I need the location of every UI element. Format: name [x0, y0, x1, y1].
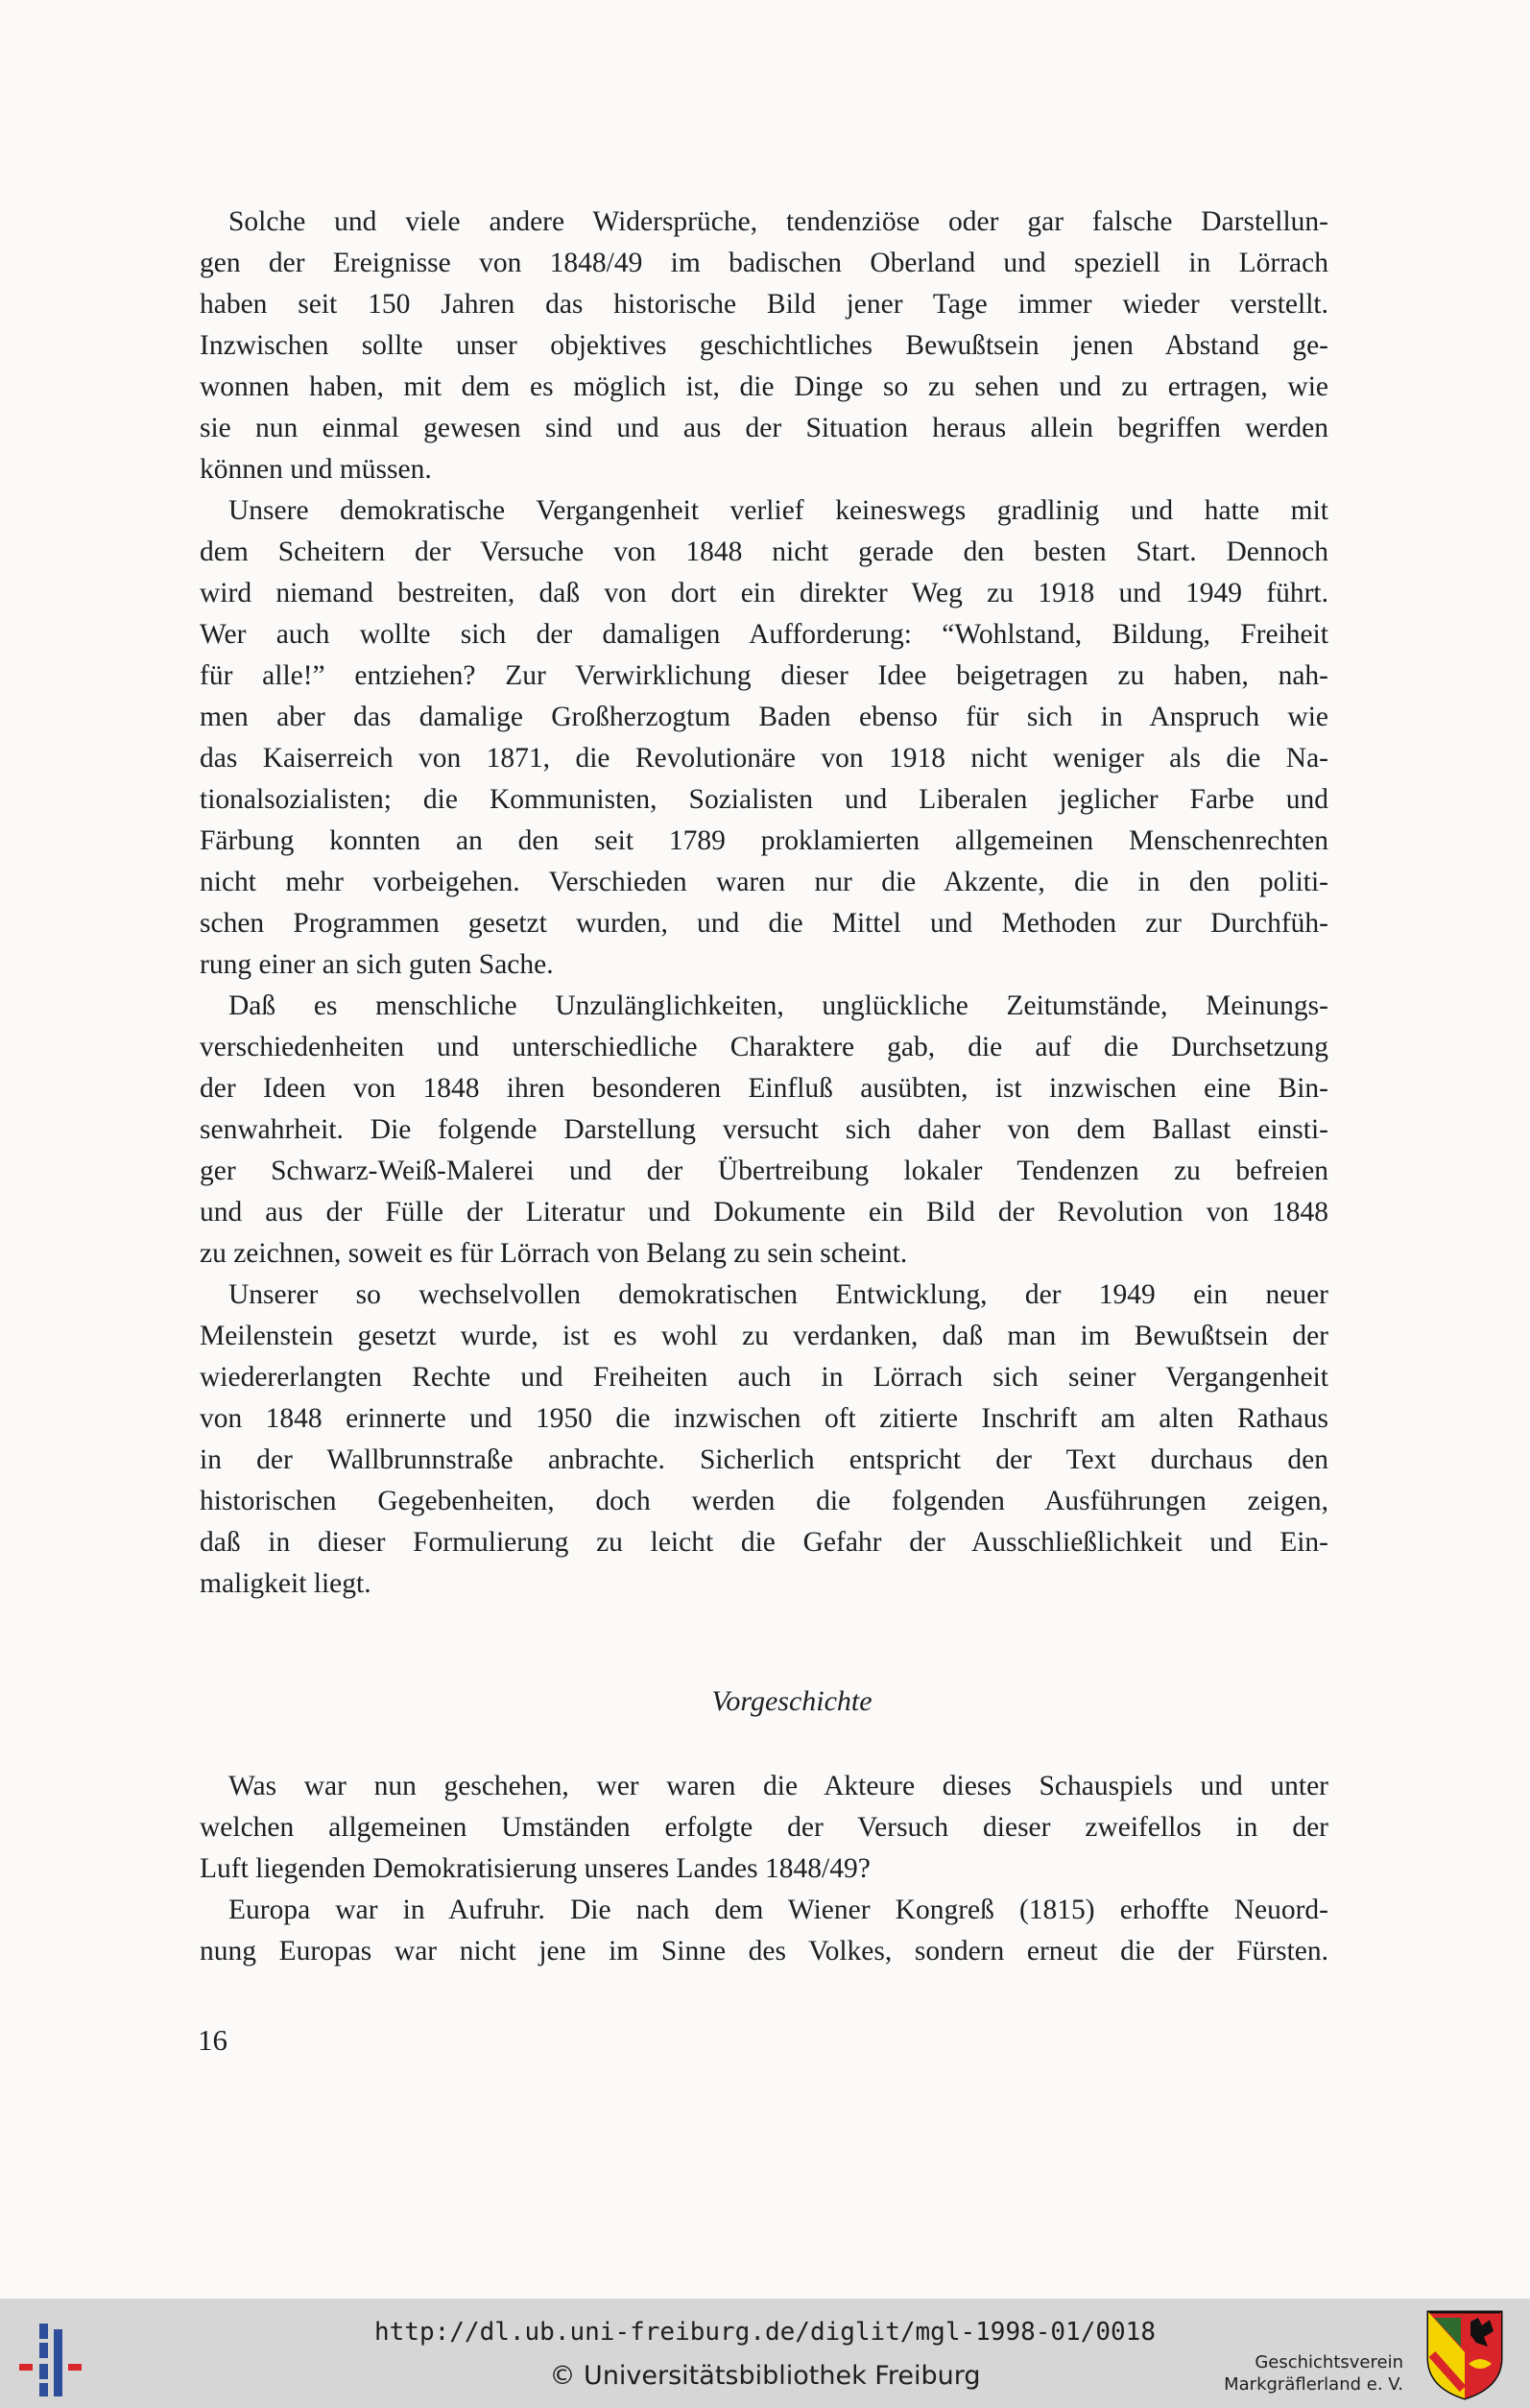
paragraph-3-line: zu zeichnen, soweit es für Lörrach von Belang zu sein scheint. — [200, 1238, 908, 1269]
paragraph-4-line: historischen Gegebenheiten, doch werden die folgenden Ausführungen zeigen, — [200, 1486, 1328, 1516]
paragraph-4-line: in der Wallbrunnstraße anbrachte. Sicherlich entspricht der Text durchaus den — [200, 1444, 1328, 1475]
society-name-line: Markgräflerland e. V. — [1224, 2374, 1403, 2395]
paragraph-1-line: können und müssen. — [200, 454, 432, 485]
paragraph-2-line: Unsere demokratische Vergangenheit verlief keineswegs gradlinig und hatte mit — [228, 495, 1328, 526]
paragraph-6-line: nung Europas war nicht jene im Sinne des Volkes, sondern erneut die der Fürsten. — [200, 1936, 1328, 1967]
paragraph-2-line: tionalsozialisten; die Kommunisten, Sozialisten und Liberalen jeglicher Farbe und — [200, 784, 1328, 815]
paragraph-4-line: Meilenstein gesetzt wurde, ist es wohl zu verdanken, daß man im Bewußtsein der — [200, 1321, 1328, 1351]
paragraph-5-line: welchen allgemeinen Umständen erfolgte der Versuch dieser zweifellos in der — [200, 1812, 1328, 1843]
society-name-line: Geschichtsverein — [1255, 2352, 1403, 2372]
paragraph-3-line: der Ideen von 1848 ihren besonderen Einfluß ausübten, ist inzwischen eine Bin- — [200, 1073, 1328, 1104]
paragraph-1-line: haben seit 150 Jahren das historische Bild jener Tage immer wieder verstellt. — [200, 289, 1328, 320]
paragraph-1-line: wonnen haben, mit dem es möglich ist, die Dinge so zu sehen und zu ertragen, wie — [200, 371, 1328, 402]
paragraph-2-line: rung einer an sich guten Sache. — [200, 949, 554, 980]
paragraph-1-line: gen der Ereignisse von 1848/49 im badischen Oberland und speziell in Lörrach — [200, 248, 1328, 278]
paragraph-1-line: sie nun einmal gewesen sind und aus der Situation heraus allein begriffen werden — [200, 413, 1328, 443]
paragraph-2-line: Färbung konnten an den seit 1789 proklamierten allgemeinen Menschenrechten — [200, 825, 1328, 856]
paragraph-1-line: Inzwischen sollte unser objektives geschichtliches Bewußtsein jenen Abstand ge- — [200, 330, 1328, 361]
paragraph-2-line: für alle!” entziehen? Zur Verwirklichung dieser Idee beigetragen zu haben, nah- — [200, 660, 1328, 691]
copyright-text: © Universitätsbibliothek Freiburg — [549, 2361, 981, 2391]
paragraph-4-line: maligkeit liegt. — [200, 1568, 371, 1599]
paragraph-4-line: von 1848 erinnerte und 1950 die inzwischen oft zitierte Inschrift am alten Rathaus — [200, 1403, 1328, 1434]
paragraph-4-line: wiedererlangten Rechte und Freiheiten auch in Lörrach sich seiner Vergangenheit — [200, 1362, 1328, 1393]
paragraph-5-line: Was war nun geschehen, wer waren die Akteure dieses Schauspiels und unter — [228, 1771, 1328, 1801]
coat-of-arms-icon — [1424, 2308, 1505, 2400]
paragraph-2-line: schen Programmen gesetzt wurden, und die Mittel und Methoden zur Durchfüh- — [200, 908, 1328, 939]
paragraph-3-line: Daß es menschliche Unzulänglichkeiten, unglückliche Zeitumstände, Meinungs- — [228, 990, 1328, 1021]
paragraph-3-line: ger Schwarz-Weiß-Malerei und der Übertreibung lokaler Tendenzen zu befreien — [200, 1156, 1328, 1186]
paragraph-2-line: dem Scheitern der Versuche von 1848 nicht gerade den besten Start. Dennoch — [200, 536, 1328, 567]
paragraph-5-line: Luft liegenden Demokratisierung unseres Landes 1848/49? — [200, 1853, 871, 1884]
paragraph-6-line: Europa war in Aufruhr. Die nach dem Wiener Kongreß (1815) erhoffte Neuord- — [228, 1895, 1328, 1925]
paragraph-3-line: und aus der Fülle der Literatur und Dokumente ein Bild der Revolution von 1848 — [200, 1197, 1328, 1228]
paragraph-2-line: Wer auch wollte sich der damaligen Aufforderung: “Wohlstand, Bildung, Freiheit — [200, 619, 1328, 650]
society-name — [1224, 2351, 1403, 2396]
digital-library-link[interactable]: http://dl.ub.uni-freiburg.de/diglit/mgl-1998-01/0018 — [374, 2318, 1156, 2347]
paragraph-4-line: daß in dieser Formulierung zu leicht die Gefahr der Ausschließlichkeit und Ein- — [200, 1527, 1328, 1558]
paragraph-2-line: men aber das damalige Großherzogtum Baden ebenso für sich in Anspruch wie — [200, 702, 1328, 732]
page-number: 16 — [198, 2023, 227, 2057]
paragraph-2-line: wird niemand bestreiten, daß von dort ein direkter Weg zu 1918 und 1949 führt. — [200, 578, 1328, 608]
paragraph-3-line: senwahrheit. Die folgende Darstellung versucht sich daher von dem Ballast einsti- — [200, 1114, 1328, 1145]
paragraph-2-line: nicht mehr vorbeigehen. Verschieden waren nur die Akzente, die in den politi- — [200, 867, 1328, 897]
paragraph-3-line: verschiedenheiten und unterschiedliche Charaktere gab, die auf die Durchsetzung — [200, 1032, 1328, 1062]
paragraph-2-line: das Kaiserreich von 1871, die Revolutionäre von 1918 nicht weniger als die Na- — [200, 743, 1328, 774]
footer-bar — [0, 2299, 1530, 2408]
section-heading: Vorgeschichte — [711, 1685, 873, 1717]
paragraph-4-line: Unserer so wechselvollen demokratischen Entwicklung, der 1949 ein neuer — [228, 1279, 1328, 1310]
paragraph-1-line: Solche und viele andere Widersprüche, tendenziöse oder gar falsche Darstellun- — [228, 206, 1328, 237]
